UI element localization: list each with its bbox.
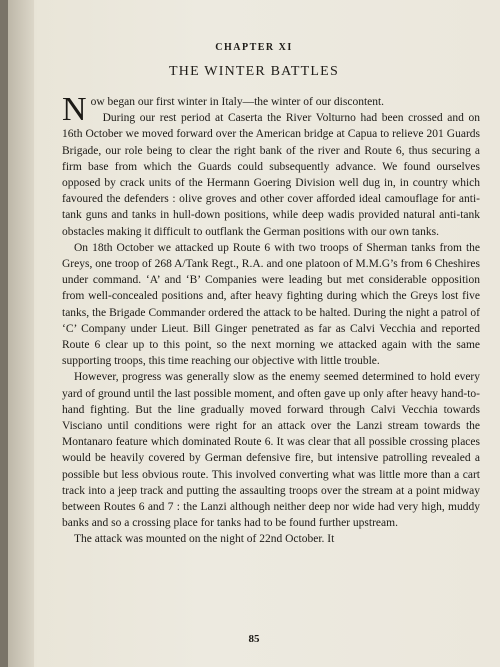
page-gutter [8, 0, 34, 667]
chapter-title: THE WINTER BATTLES [169, 64, 339, 79]
chapter-number: CHAPTER XI [215, 42, 293, 53]
paragraph: The attack was mounted on the night of 22nd October. It [74, 533, 335, 546]
body-text [62, 91, 480, 548]
book-page [8, 0, 500, 667]
drop-cap: N [62, 91, 87, 128]
page-number: 85 [248, 633, 260, 645]
paragraph: Now began our first winter in Italy—the winter of our discontent. [62, 91, 385, 128]
paragraph: However, progress was generally slow as the enemy seemed determined to hold every yard of ground until the last possible moment, and often gave up only after heavy hand-to-hand fighting. But the line gradually moved forward through Calvi Vecchia towards Visciano until conditions were right for an attack over the Lanzi stream towards the Montanaro feature which dominated Route 6. It was clear that all possible crossing places would be heavily covered by German defensive fire, but intensive patrolling revealed a possible but less obvious route. This involved converting what was little more than a cart track into a jeep track and putting the assaulting troops over the stream at a point midway between Routes 6 and 7 : the Lanzi although neither deep nor wide had very high, muddy banks and so a crossing place for tanks had to be found further upstream. [62, 371, 480, 530]
paragraph: During our rest period at Caserta the River Volturno had been crossed and on 16th October we moved forward over the American bridge at Capua to relieve 201 Guards Brigade, our role being to clear the right bank of the river and Route 6, thus securing a firm base from which the Guards could subsequently advance. We found ourselves opposed by crack units of the Hermann Goering Division well dug in, in country which favoured the defenders : olive groves and other cover afforded ideal camouflage for anti-tank guns and tanks in hull-down positions, while deep wadis provided natural anti-tank obstacles making it difficult to outflank the German positions with our own tanks. [62, 112, 480, 238]
paragraph: On 18th October we attacked up Route 6 with two troops of Sherman tanks from the Greys, one troop of 268 A/Tank Regt., R.A. and one platoon of M.M.G’s from 6 Cheshires under command. ‘A’ and ‘B’ Companies were leading but met considerable opposition from well-concealed positions and, after heavy fighting during which the Greys lost five tanks, the Brigade Commander ordered the attack to be halted. During the night a patrol of ‘C’ Company under Lieut. Bill Ginger penetrated as far as Calvi Vecchia and reported Route 6 clear up to this point, so the next morning we attacked again with the same supporting troops, this time reaching our objective with little trouble. [62, 241, 480, 368]
